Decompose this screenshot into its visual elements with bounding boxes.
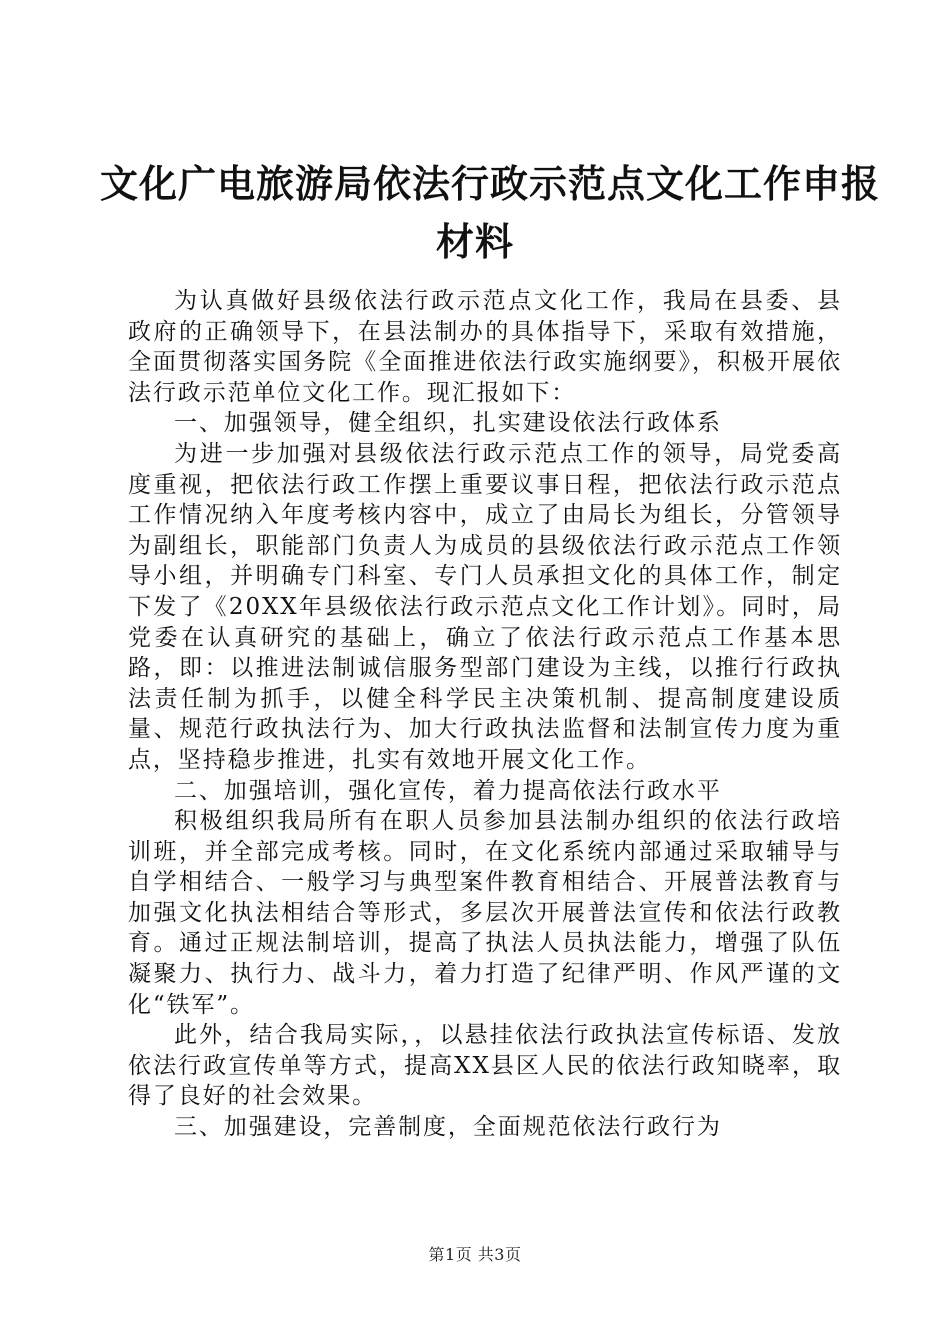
document-body [128,286,842,1143]
document-title-line2: 材料 [435,219,514,264]
section-heading-3: 三、加强建设，完善制度，全面规范依法行政行为 [174,1114,722,1141]
section-heading-1: 一、加强领导，健全组织，扎实建设依法行政体系 [174,410,722,437]
page-footer: 第1页 共3页 [428,1245,522,1264]
section-1-paragraph: 为进一步加强对县级依法行政示范点工作的领导，局党委高度重视，把依法行政工作摆上重要议事日程，把依法行政示范点工作情况纳入年度考核内容中，成立了由局长为组长，分管领导为副组长，职能部门负责人为成员的县级依法行政示范点工作领导小组，并明确专门科室、专门人员承担文化的具体工作，制定下发了《20XX年县级依法行政示范点文化工作计划》。同时，局党委在认真研究的基础上，确立了依法行政示范点工作基本思路，即：以推进法制诚信服务型部门建设为主线，以推行行政执法责任制为抓手，以健全科学民主决策机制、提高制度建设质量、规范行政执法行为、加大行政执法监督和法制宣传力度为重点，坚持稳步推进，扎实有效地开展文化工作。 [128,440,842,773]
intro-paragraph: 为认真做好县级依法行政示范点文化工作，我局在县委、县政府的正确领导下，在县法制办的具体指导下，采取有效措施，全面贯彻落实国务院《全面推进依法行政实施纲要》，积极开展依法行政示范单位文化工作。现汇报如下： [128,288,842,406]
section-2-paragraph-extra: 此外，结合我局实际，，以悬挂依法行政执法宣传标语、发放依法行政宣传单等方式，提高XX县区人民的依法行政知晓率，取得了良好的社会效果。 [128,1022,842,1110]
section-heading-2: 二、加强培训，强化宣传，着力提高依法行政水平 [174,777,722,804]
section-2-paragraph: 积极组织我局所有在职人员参加县法制办组织的依法行政培训班，并全部完成考核。同时，在文化系统内部通过采取辅导与自学相结合、一般学习与典型案件教育相结合、开展普法教育与加强文化执法相结合等形式，多层次开展普法宣传和依法行政教育。通过正规法制培训，提高了执法人员执法能力，增强了队伍凝聚力、执行力、战斗力，着力打造了纪律严明、作风严谨的文化“铁军”。 [128,808,842,1018]
document-title-line1: 文化广电旅游局依法行政示范点文化工作申报 [100,161,881,206]
